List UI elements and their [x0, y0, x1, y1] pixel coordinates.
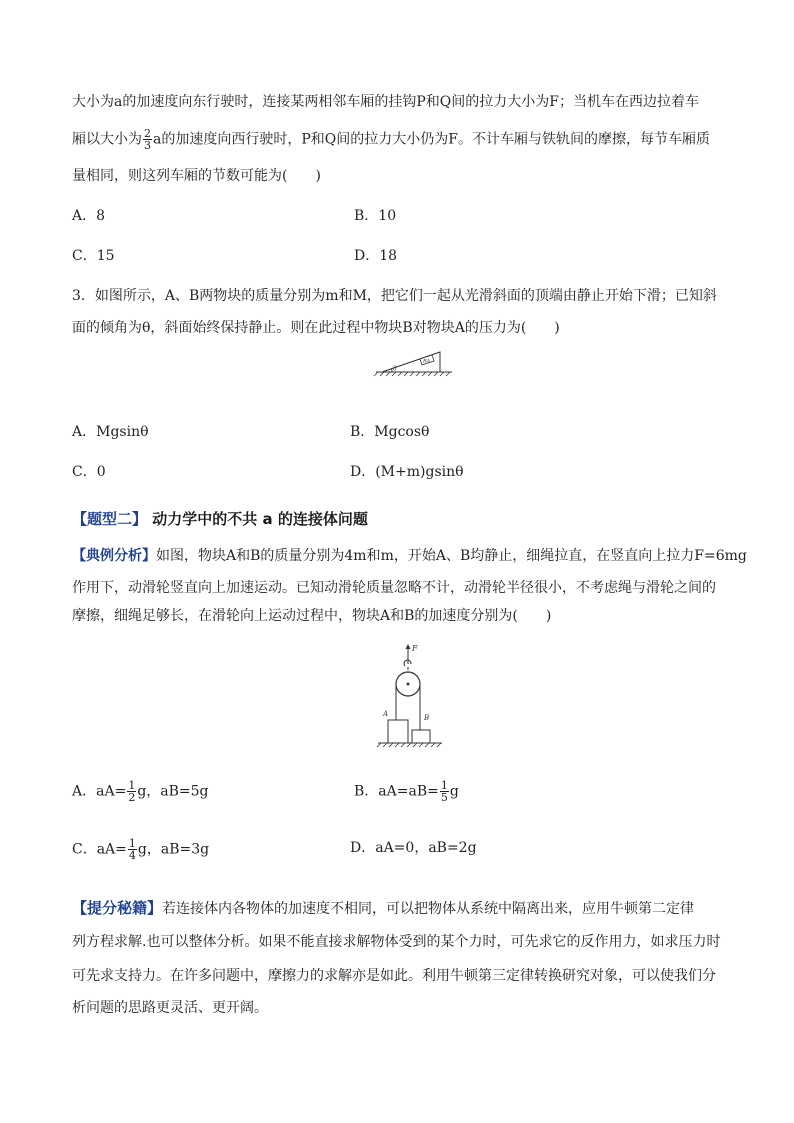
- q2-line-3: 量相同，则这列车厢的节数可能为( ): [72, 168, 321, 184]
- opt-c-post: g，aB=3g: [137, 841, 210, 858]
- q2-line-2-post: a的加速度向西行驶时，P和Q间的拉力大小仍为F。不计车厢与铁轨间的摩擦，每节车厢质: [153, 131, 710, 148]
- q2-line-2: [72, 128, 710, 151]
- section-title: 动力学中的不共 a 的连接体问题: [152, 510, 368, 528]
- q2-line-2-pre: 厢以大小为: [72, 131, 142, 148]
- q2-option-a: A．8: [72, 208, 106, 224]
- frac-den: 3: [144, 139, 151, 152]
- tips-line-1: [72, 898, 694, 919]
- force-label: F: [412, 644, 418, 653]
- angle-label: θ: [393, 365, 397, 373]
- example-line-3: 摩擦，细绳足够长，在滑轮向上运动过程中，物块A和B的加速度分别为( ): [72, 608, 552, 624]
- frac-num: 2: [144, 127, 151, 140]
- block-label: BA: [423, 358, 431, 365]
- q2-option-b: B．10: [354, 208, 397, 224]
- opt-b-frac: [440, 780, 449, 803]
- q3-option-d: D．(M+m)gsinθ: [350, 464, 464, 480]
- frac-den: 2: [128, 791, 136, 804]
- section-bracket: 【题型二】: [72, 510, 148, 528]
- example-option-a: [72, 780, 209, 803]
- q3-option-c: C．0: [72, 464, 106, 480]
- opt-b-post: g: [449, 783, 459, 800]
- tips-line-3: 可先求支持力。在许多问题中，摩擦力的求解亦是如此。利用牛顿第三定律转换研究对象，可以使我们分: [72, 968, 716, 984]
- q3-option-b: B．Mgcosθ: [350, 424, 430, 440]
- label-a: A: [383, 710, 389, 718]
- opt-a-frac: [127, 780, 136, 803]
- q3-option-a: A．Mgsinθ: [72, 424, 149, 440]
- frac-num: 1: [128, 779, 136, 792]
- opt-b-pre: B．aA=aB=: [354, 783, 439, 800]
- example-option-b: [354, 780, 459, 803]
- tips-line-1-text: 若连接体内各物体的加速度不相同，可以把物体从系统中隔离出来，应用牛顿第二定律: [162, 901, 695, 917]
- force-arrow: [406, 644, 411, 649]
- opt-c-pre: C．aA=: [72, 841, 127, 858]
- q3-line-2: 面的倾角为θ，斜面始终保持静止。则在此过程中物块B对物块A的压力为( ): [72, 320, 560, 336]
- opt-c-frac: [128, 838, 137, 861]
- q2-option-d: D．18: [354, 248, 398, 264]
- example-line-2: 作用下，动滑轮竖直向上加速运动。已知动滑轮质量忽略不计，动滑轮半径很小，不考虑绳与滑轮之间的: [72, 580, 716, 596]
- example-tag: 【典例分析】: [72, 548, 156, 564]
- frac-den: 4: [128, 849, 136, 862]
- tips-line-4: 析问题的思路更灵活、更开阔。: [72, 1000, 268, 1016]
- example-line-1-text: 如图，物块A和B的质量分别为4m和m，开始A、B均静止，细绳拉直，在竖直向上拉力F=6mg: [156, 548, 747, 564]
- opt-a-pre: A．aA=: [72, 783, 127, 800]
- block-b: [412, 730, 430, 743]
- label-b: B: [424, 714, 430, 722]
- section-heading: [72, 508, 368, 529]
- q3-line-1: 3．如图所示，A、B两物块的质量分别为m和M，把它们一起从光滑斜面的顶端由静止开始下滑；已知斜: [72, 288, 717, 304]
- frac-num: 1: [128, 837, 136, 850]
- frac-num: 1: [440, 779, 448, 792]
- block-a: [388, 720, 408, 743]
- incline-figure: [370, 348, 460, 378]
- pulley-figure: [376, 640, 446, 748]
- frac-den: 5: [440, 791, 448, 804]
- q2-line-1: 大小为a的加速度向东行驶时，连接某两相邻车厢的挂钩P和Q间的拉力大小为F；当机车在西边拉着车: [72, 94, 699, 110]
- tips-line-2: 列方程求解.也可以整体分析。如果不能直接求解物体受到的某个力时，可先求它的反作用力，如求压力时: [72, 934, 721, 950]
- example-line-1: [72, 546, 747, 566]
- q2-fraction: [143, 128, 152, 151]
- example-option-c: [72, 838, 209, 861]
- tips-tag: 【提分秘籍】: [72, 899, 163, 917]
- q2-option-c: C．15: [72, 248, 115, 264]
- example-option-d: D．aA=0，aB=2g: [350, 840, 477, 856]
- opt-a-post: g，aB=5g: [137, 783, 209, 800]
